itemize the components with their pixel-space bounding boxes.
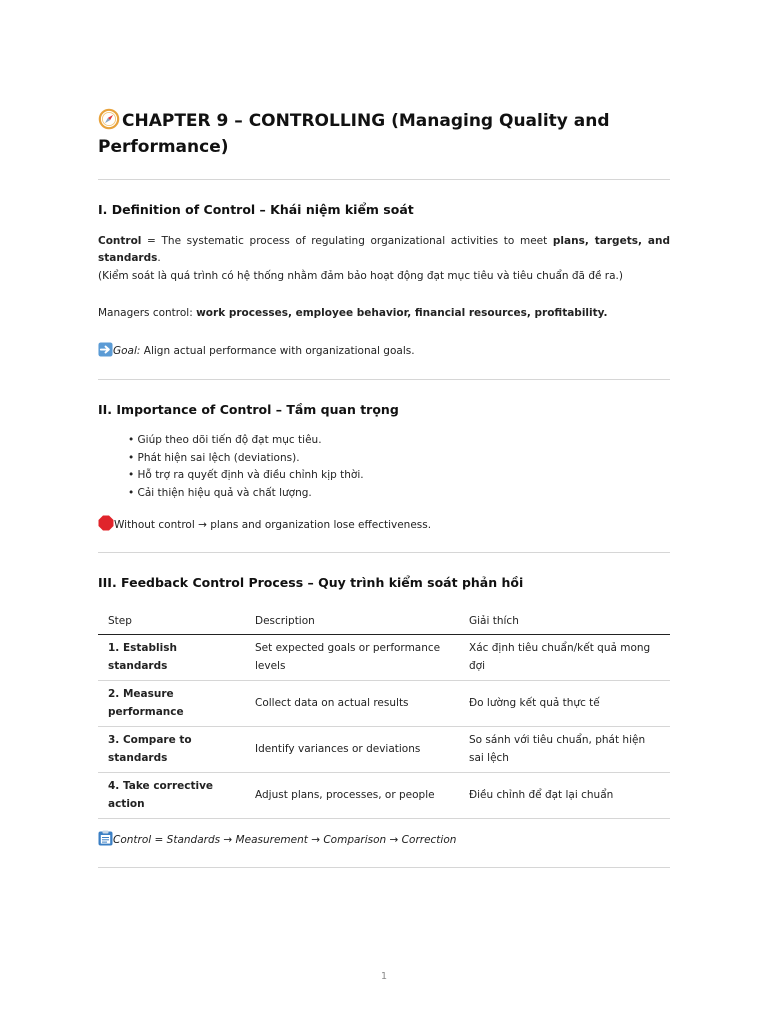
managers-items: work processes, employee behavior, financial resources, profitability.	[196, 307, 608, 319]
definition-end: .	[157, 252, 161, 264]
table-row	[98, 773, 670, 819]
explanation-cell: Điều chỉnh để đạt lại chuẩn	[459, 773, 670, 819]
compass-icon	[98, 108, 120, 130]
list-item: • Giúp theo dõi tiến độ đạt mục tiêu.	[128, 432, 364, 450]
list-item: • Hỗ trợ ra quyết định và điều chỉnh kịp thời.	[128, 467, 364, 485]
section-1-heading: I. Definition of Control – Khái niệm kiểm soát	[98, 202, 414, 217]
step-cell: 4. Take corrective action	[98, 773, 245, 819]
title-text: CHAPTER 9 – CONTROLLING (Managing Quality and Performance)	[98, 111, 610, 157]
warning-text: Without control → plans and organization lose effectiveness.	[114, 519, 432, 531]
list-item: • Cải thiện hiệu quả và chất lượng.	[128, 485, 364, 503]
goal-label: Goal:	[113, 345, 141, 357]
table-row	[98, 681, 670, 727]
definition-term: Control	[98, 235, 142, 247]
section-3-heading: III. Feedback Control Process – Quy trình kiểm soát phản hồi	[98, 575, 524, 590]
goal-text: Align actual performance with organizational goals.	[140, 345, 415, 357]
step-cell: 3. Compare to standards	[98, 727, 245, 773]
table-row	[98, 727, 670, 773]
managers-control	[98, 305, 670, 322]
goal-line	[98, 342, 670, 360]
description-cell: Identify variances or deviations	[245, 727, 459, 773]
clipboard-icon	[98, 830, 113, 846]
definition-paragraph	[98, 233, 670, 267]
summary-line	[98, 830, 670, 849]
list-item: • Phát hiện sai lệch (deviations).	[128, 450, 364, 468]
definition-vi: (Kiểm soát là quá trình có hệ thống nhằm đảm bảo hoạt động đạt mục tiêu và tiêu chuẩn đã đề ra.)	[98, 270, 623, 282]
step-cell: 2. Measure performance	[98, 681, 245, 727]
definition-bold: plans, targets, and standards	[98, 235, 670, 264]
column-header: Description	[245, 608, 459, 635]
importance-list	[128, 432, 364, 502]
divider	[98, 867, 670, 868]
control-process-table	[98, 608, 670, 819]
page-title	[98, 108, 670, 160]
explanation-cell: Xác định tiêu chuẩn/kết quả mong đợi	[459, 635, 670, 681]
table-row	[98, 635, 670, 681]
warning-line	[98, 515, 670, 534]
divider	[98, 179, 670, 180]
divider	[98, 552, 670, 553]
description-cell: Collect data on actual results	[245, 681, 459, 727]
definition-text: = The systematic process of regulating organizational activities to meet	[141, 235, 553, 247]
column-header: Step	[98, 608, 245, 635]
divider	[98, 379, 670, 380]
column-header: Giải thích	[459, 608, 670, 635]
section-2-heading: II. Importance of Control – Tầm quan trọng	[98, 402, 399, 417]
right-arrow-icon	[98, 342, 113, 357]
stop-sign-icon	[98, 515, 114, 531]
page-number: 1	[380, 971, 388, 982]
explanation-cell: So sánh với tiêu chuẩn, phát hiện sai lệch	[459, 727, 670, 773]
description-cell: Adjust plans, processes, or people	[245, 773, 459, 819]
step-cell: 1. Establish standards	[98, 635, 245, 681]
explanation-cell: Đo lường kết quả thực tế	[459, 681, 670, 727]
description-cell: Set expected goals or performance levels	[245, 635, 459, 681]
table-header-row	[98, 608, 670, 635]
summary-text: Control = Standards → Measurement → Comparison → Correction	[113, 834, 457, 846]
managers-label: Managers control:	[98, 307, 197, 319]
